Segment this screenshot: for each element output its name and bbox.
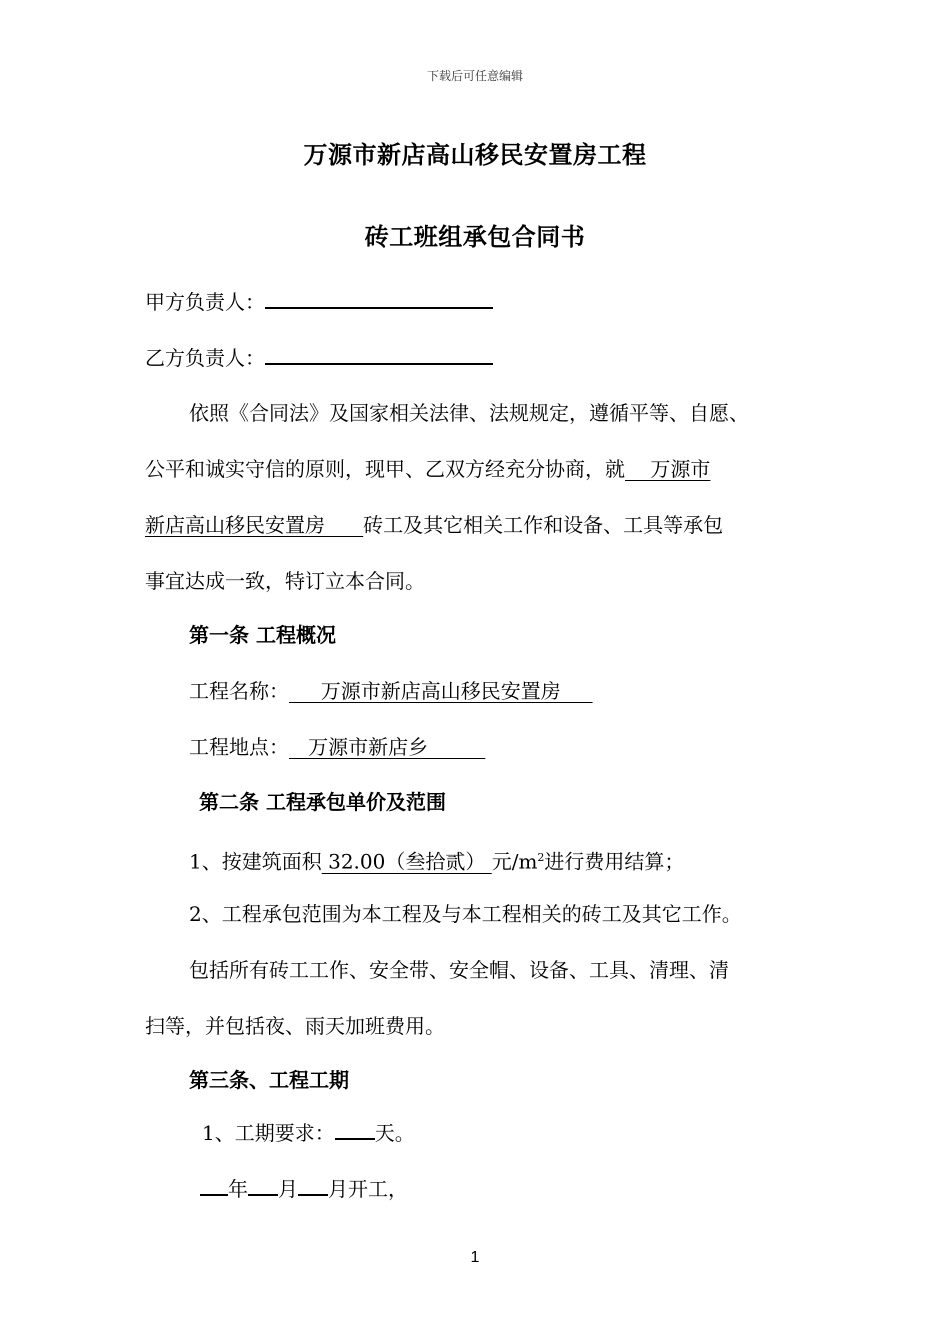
party-a-label: 甲方负责人：: [145, 290, 265, 314]
article-1-heading: 第一条 工程概况: [189, 623, 336, 647]
article-2-item-3-line-1: 包括所有砖工工作、安全带、安全帽、设备、工具、清理、清: [189, 958, 729, 982]
duration-blank: [335, 1118, 375, 1140]
page-number: 1: [470, 1249, 480, 1266]
intro-line-1: 依照《合同法》及国家相关法律、法规规定，遵循平等、自愿、: [189, 401, 749, 425]
start-label: 月开工，: [328, 1177, 408, 1201]
project-name-inline-1: 万源市: [625, 457, 711, 481]
year-blank: [200, 1174, 228, 1196]
duration-unit: 天。: [374, 1121, 415, 1145]
party-b-blank: [265, 343, 493, 365]
document-title: 万源市新店高山移民安置房工程: [303, 141, 647, 169]
day-blank: [298, 1174, 328, 1196]
article-3-heading: 第三条、工程工期: [189, 1068, 349, 1092]
article-2-item-2: 2、工程承包范围为本工程及与本工程相关的砖工及其它工作。: [189, 902, 742, 926]
unit-price-unit: 元/m: [491, 849, 538, 874]
intro-line-3: [145, 511, 723, 539]
month-label: 月: [278, 1177, 298, 1201]
document-subtitle: 砖工班组承包合同书: [364, 223, 586, 251]
item-1-tail: 进行费用结算；: [544, 849, 685, 874]
item-1-text: 1、按建筑面积: [189, 849, 322, 874]
duration-label: 1、工期要求：: [202, 1121, 335, 1145]
month-blank: [248, 1174, 278, 1196]
intro-line-3-text: 砖工及其它相关工作和设备、工具等承包: [363, 513, 724, 537]
year-label: 年: [228, 1177, 248, 1201]
article-2-item-3-line-2: 扫等，并包括夜、雨天加班费用。: [145, 1014, 445, 1038]
project-location-line: [189, 733, 485, 761]
project-name-value: 万源市新店高山移民安置房: [289, 679, 593, 703]
party-b-line: [145, 343, 493, 372]
party-a-line: [145, 287, 493, 316]
project-name-line: [189, 677, 593, 705]
intro-line-4: 事宜达成一致，特订立本合同。: [145, 569, 425, 593]
project-location-value: 万源市新店乡: [289, 735, 486, 759]
intro-line-2: [145, 455, 710, 483]
header-note: 下载后可任意编辑: [426, 69, 523, 83]
start-date-line: [200, 1174, 408, 1203]
article-2-item-1: [189, 844, 684, 876]
party-b-label: 乙方负责人：: [145, 346, 265, 370]
intro-line-2-text: 公平和诚实守信的原则，现甲、乙双方经充分协商，就: [145, 457, 625, 481]
party-a-blank: [265, 287, 493, 309]
unit-price-superscript: 2: [537, 851, 545, 864]
project-name-inline-2: 新店高山移民安置房: [145, 513, 364, 537]
project-name-label: 工程名称：: [189, 679, 289, 703]
project-location-label: 工程地点：: [189, 735, 289, 759]
unit-price-value: 32.00（叁拾贰）: [321, 849, 492, 874]
article-2-heading: 第二条 工程承包单价及范围: [199, 790, 446, 814]
article-3-item-1: [202, 1118, 415, 1147]
